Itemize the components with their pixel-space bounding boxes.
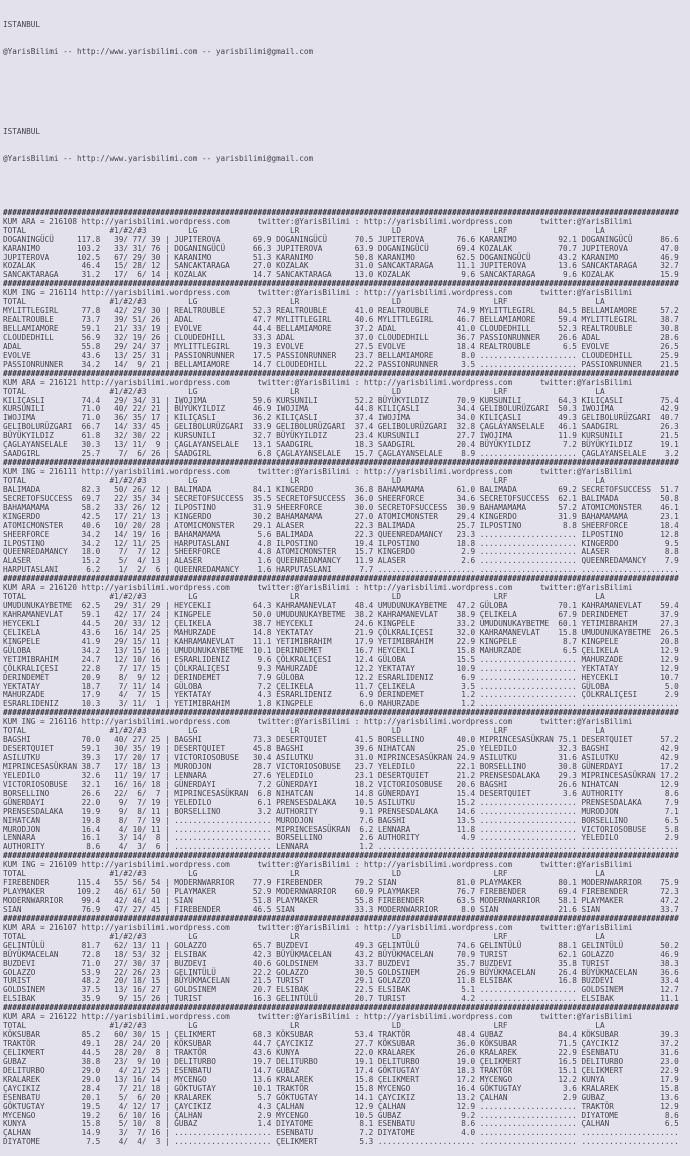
stat-row: BAHAMAMAMA 58.2 33/ 26/ 12 | ILPOSTINO 31.9 SHEERFORCE 30.0 SECRETOFSUCCESS 30.9 BAHAMAMAMA 57.2 ATOMICMONSTER 46.1 [3, 502, 679, 512]
stat-row: YETIMIBRAHIM 24.7 12/ 10/ 16 | ESRARLIDENIZ 9.6 ÇÖLKRALIÇESI 12.4 GÜLOBA 15.5 ..................... MAHURZADE 12.9 [3, 654, 679, 664]
stat-row: BALIMADA 82.3 50/ 26/ 12 | BALIMADA 84.1 KINGERDO 36.8 BAHAMAMAMA 61.0 BALIMADA 69.2 SECRETOFSUCCESS 51.7 [3, 484, 679, 494]
stat-row: ESENBATU 20.1 5/ 6/ 20 | KRALAREK 5.7 GÖKTUGTAY 14.1 ÇAYCIKIZ 13.2 ÇALHAN 2.9 GUBAZ 13.6 [3, 1092, 679, 1102]
stat-row: DERINDEMET 20.9 8/ 9/ 12 | DERINDEMET 7.9 GÜLOBA 12.2 ESRARLIDENIZ 6.9 ..................... HEYCEKLI 10.7 [3, 672, 679, 682]
stat-row: PLAYMAKER 109.2 46/ 61/ 50 | PLAYMAKER 52.9 MODERNWARRIOR 60.9 PLAYMAKER 76.7 FIREBENDER 69.4 FIREBENDER 72.3 [3, 887, 679, 897]
stat-row: AUTHORITY 8.6 4/ 3/ 6 | ..................... LENNARA 1.2 ..................... ..................... ..................... [3, 842, 679, 852]
stat-row: MIPRINCESASÜKRAN 38.7 17/ 18/ 13 | MURODJON 28.7 VICTORIOSOBUSE 23.7 YELEDILO 22.1 BORSELLINO 30.8 GÜNERDAYI 17.2 [3, 761, 679, 771]
stat-row: SANCAKTARAGA 31.2 17/ 6/ 14 | KOZALAK 14.7 SANCAKTARAGA 13.0 KOZALAK 9.6 SANCAKTARAGA 9.6 KOZALAK 15.9 [3, 270, 679, 280]
section-separator: ################################################################################################################################################## [3, 1003, 679, 1013]
blank-line [3, 182, 690, 191]
stat-row: PRENSESDALAKA 19.9 9/ 8/ 11 | BORSELLINO 3.2 AUTHORITY 9.1 PRENSESDALAKA 14.6 ..................... MURODJON 7.1 [3, 806, 679, 816]
stat-row: DIYATOME 7.5 4/ 4/ 3 | ..................... ÇELIKMERT 5.3 ..................... ..................... ..................... [3, 1137, 679, 1147]
stat-row: KINGERDO 42.5 17/ 21/ 13 | KINGERDO 30.2 BAHAMAMAMA 27.0 ATOMICMONSTER 29.4 KINGERDO 31.9 BAHAMAMAMA 23.1 [3, 511, 679, 521]
section-header: KUM ING = 216111 http://yarisbilimi.wordpress.com twitter:@YarisBilimi : http://yarisbilimi.wordpress.com twitter:@YarisBilimi [3, 467, 633, 477]
stat-row: NIHATCAN 19.8 8/ 7/ 19 | ..................... MURODJON 7.6 BAGSHI 13.5 ..................... BORSELLINO 6.5 [3, 815, 679, 825]
stat-row: JUPITEROVA 102.5 67/ 29/ 30 | KARANIMO 51.3 KARANIMO 50.8 KARANIMO 62.5 DOGANINGÜCÜ 43.2 KARANIMO 46.9 [3, 252, 679, 262]
section-header: KUM ARA = 216121 http://yarisbilimi.wordpress.com twitter:@YarisBilimi : http://yarisbilimi.wordpress.com twitter:@YarisBilimi [3, 377, 633, 387]
column-header: TOTAL #1/#2/#3 LG LR LD LRF LA [3, 931, 605, 941]
stat-row: ALASER 15.2 5/ 4/ 13 | ALASER 1.6 QUEENREDAMANCY 11.9 ALASER 2.6 ..................... QUEENREDAMANCY 7.9 [3, 556, 679, 566]
stat-row: ÇELIKELA 43.6 16/ 14/ 25 | MAHURZADE 14.8 YEKTATAY 21.9 ÇÖLKRALIÇESI 32.0 KAHRAMANEVLAT 15.8 UMUDUNUKAYBETME 26.5 [3, 627, 679, 637]
stat-row: GELIBOLURÜZGARI 66.7 14/ 33/ 45 | GELIBOLURÜZGARI 33.9 GELIBOLURÜZGARI 37.4 GELIBOLURÜZGARI 32.8 ÇAGLAYANSELALE 46.1 SAADGIRL 26.3 [3, 422, 679, 432]
section-separator: ################################################################################################################################################## [3, 279, 679, 289]
stat-row: KRALAREK 29.0 13/ 16/ 14 | MYCENGO 13.6 KRALAREK 15.8 ÇELIKMERT 17.2 MYCENGO 12.2 KUNYA 17.9 [3, 1074, 679, 1084]
stat-row: SHEERFORCE 34.2 14/ 19/ 16 | BAHAMAMAMA 5.6 BALIMADA 22.3 QUEENREDAMANCY 23.3 ..................... ILPOSTINO 12.8 [3, 529, 679, 539]
section-header: KUM ARA = 216120 http://yarisbilimi.wordpress.com twitter:@YarisBilimi : http://yarisbilimi.wordpress.com twitter:@YarisBilimi [3, 583, 633, 593]
column-header: TOTAL #1/#2/#3 LG LR LD LRF LA [3, 475, 605, 485]
stat-row: MAHURZADE 17.9 4/ 7/ 15 | YEKTATAY 4.3 ESRARLIDENIZ 6.9 DERINDEMET 1.2 ..................... ÇÖLKRALIÇESI 2.9 [3, 690, 679, 700]
stat-row: REALTROUBLE 73.7 39/ 51/ 26 | ADAL 47.7 MYLITTLEGIRL 40.6 MYLITTLEGIRL 46.7 BELLAMIAMORE 59.4 MYLITTLEGIRL 38.7 [3, 315, 679, 325]
stat-row: ÇALHAN 14.9 3/ 7/ 16 | ..................... ESENBATU 7.2 DIYATOME 4.0 ..................... ..................... [3, 1128, 679, 1138]
section-header: KUM ING = 216114 http://yarisbilimi.wordpress.com twitter:@YarisBilimi : http://yarisbilimi.wordpress.com twitter:@YarisBilimi [3, 288, 633, 298]
stat-row: FIREBENDER 115.4 55/ 56/ 54 | MODERNWARRIOR 77.9 FIREBENDER 79.2 SIAN 81.0 PLAYMAKER 80.1 MODERNWARRIOR 75.9 [3, 878, 679, 888]
stat-row: LENNARA 16.1 3/ 14/ 8 | ..................... BORSELLINO 2.6 AUTHORITY 4.9 ..................... YELEDILO 2.9 [3, 833, 679, 843]
stat-row: BELLAMIAMORE 59.1 21/ 33/ 19 | EVOLVE 44.4 BELLAMIAMORE 37.2 ADAL 41.0 CLOUDEDHILL 52.3 REALTROUBLE 30.8 [3, 324, 679, 334]
stat-row: YEKTATAY 18.7 7/ 11/ 14 | GÜLOBA 7.2 ÇELIKELA 11.7 ÇELIKELA 3.5 ..................... GÜLOBA 5.0 [3, 681, 679, 691]
column-header: TOTAL #1/#2/#3 LG LR LD LRF LA [3, 869, 605, 879]
stat-row: ÇELIKMERT 44.5 28/ 20/ 8 | TRAKTÖR 43.6 KUNYA 22.0 KRALAREK 26.0 KRALAREK 22.9 ESENBATU 31.6 [3, 1047, 679, 1057]
stat-row: SAADGIRL 25.7 7/ 6/ 26 | SAADGIRL 6.8 ÇAGLAYANSELALE 15.7 ÇAGLAYANSELALE 8.9 ..................... ÇAGLAYANSELALE 3.2 [3, 449, 679, 459]
stat-row: KARANIMO 103.2 33/ 31/ 76 | DOGANINGÜCÜ 66.3 JUPITEROVA 63.9 DOGANINGÜCÜ 69.4 KOZALAK 70.7 JUPITEROVA 47.0 [3, 243, 679, 253]
blank-gap [3, 75, 690, 111]
stat-row: DELITURBO 29.0 4/ 21/ 25 | ESENBATU 14.7 GUBAZ 17.4 GÖKTUGTAY 18.3 TRAKTÖR 15.1 ÇELIKMERT 22.9 [3, 1065, 679, 1075]
stat-row: GOLAZZO 53.9 22/ 26/ 23 | GELINTÜLÜ 22.2 GOLAZZO 30.5 GOLDSINEM 26.9 BÜYÜKMACELAN 26.4 BÜYÜKMACELAN 36.6 [3, 967, 679, 977]
stat-row: BÜYÜKMACELAN 72.8 18/ 53/ 32 | ELSIBAK 42.3 BÜYÜKMACELAN 43.2 BÜYÜKMACELAN 70.9 TURIST 62.1 GOLAZZO 46.9 [3, 949, 679, 959]
stat-row: HEYCEKLI 44.5 20/ 33/ 12 | ÇELIKELA 38.7 HEYCEKLI 24.6 KINGPELE 33.2 UMUDUNUKAYBETME 60.1 YETIMIBRAHIM 27.3 [3, 618, 679, 628]
stat-row: KURSUNILI 71.0 40/ 22/ 21 | BÜYÜKYILDIZ 46.9 IWOJIMA 44.8 KILIÇASLI 34.4 GELIBOLURÜZGARI 50.3 IWOJIMA 42.9 [3, 404, 679, 414]
column-header: TOTAL #1/#2/#3 LG LR LD LRF LA [3, 1021, 605, 1031]
stat-row: SECRETOFSUCCESS 69.7 22/ 35/ 34 | SECRETOFSUCCESS 35.5 SECRETOFSUCCESS 36.0 SHEERFORCE 34.6 SECRETOFSUCCESS 62.1 BALIMADA 50.8 [3, 493, 679, 503]
stat-row: IWOJIMA 71.0 36/ 35/ 17 | KILIÇASLI 36.2 KILIÇASLI 37.4 IWOJIMA 34.0 KILIÇASLI 49.3 GELIBOLURÜZGARI 40.7 [3, 413, 679, 423]
stat-row: GUBAZ 38.8 23/ 9/ 10 | DELITURBO 19.7 DELITURBO 19.1 DELITURBO 19.0 ÇELIKMERT 16.5 DELITURBO 23.0 [3, 1056, 679, 1066]
stat-row: ESRARLIDENIZ 10.3 3/ 11/ 1 | YETIMIBRAHIM 1.8 KINGPELE 6.0 MAHURZADE 1.2 ..................... ..................... [3, 699, 679, 709]
section-separator: ################################################################################################################################################## [3, 458, 679, 468]
stat-row: DOGANINGÜCÜ 117.8 39/ 77/ 39 | JUPITEROVA 69.9 DOGANINGÜCÜ 70.5 JUPITEROVA 76.6 KARANIMO 92.1 DOGANINGÜCÜ 86.6 [3, 234, 679, 244]
section-separator: ################################################################################################################################################## [3, 913, 679, 923]
stat-row: KOZALAK 46.4 15/ 28/ 12 | SANCAKTARAGA 27.0 KOZALAK 31.0 SANCAKTARAGA 11.1 JUPITEROVA 13.6 SANCAKTARAGA 32.7 [3, 261, 679, 271]
stat-row: YELEDILO 32.6 11/ 19/ 17 | LENNARA 27.6 YELEDILO 23.1 DESERTQUIET 21.2 PRENSESDALAKA 29.3 MIPRINCESASÜKRAN 17.2 [3, 770, 679, 780]
stat-row: KÖKSUBAR 85.2 60/ 30/ 15 | ÇELIKMERT 68.3 KÖKSUBAR 53.4 TRAKTÖR 48.4 GUBAZ 84.4 KÖKSUBAR 39.3 [3, 1030, 679, 1040]
column-header: TOTAL #1/#2/#3 LG LR LD LRF LA [3, 592, 605, 602]
section-separator: ################################################################################################################################################## [3, 708, 679, 718]
section-separator: ################################################################################################################################################## [3, 851, 679, 861]
stat-row: KINGPELE 41.9 29/ 15/ 11 | KAHRAMANEVLAT 11.1 YETIMIBRAHIM 17.9 YETIMIBRAHIM 22.9 KINGPELE 8.7 KINGPELE 20.8 [3, 636, 679, 646]
column-header: TOTAL #1/#2/#3 LG LR LD LRF LA [3, 726, 605, 736]
stat-row: GÖKTUGTAY 19.5 4/ 12/ 17 | ÇAYCIKIZ 4.3 ÇALHAN 12.9 ÇALHAN 12.9 ..................... TRAKTÖR 12.9 [3, 1101, 679, 1111]
stat-row: GELINTÜLÜ 81.7 62/ 13/ 11 | GOLAZZO 65.7 BUZDEVI 49.3 GELINTÜLÜ 74.6 GELINTÜLÜ 88.1 GELINTÜLÜ 50.2 [3, 940, 679, 950]
stat-row: BORSELLINO 26.6 22/ 6/ 7 | MIPRINCESASÜKRAN 6.8 NIHATCAN 14.8 GÜNERDAYI 15.4 DESERTQUIET 3.6 AUTHORITY 8.6 [3, 788, 679, 798]
stat-row: ADAL 55.8 29/ 24/ 37 | MYLITTLEGIRL 19.3 EVOLVE 27.5 EVOLVE 18.4 REALTROUBLE 6.5 EVOLVE 26.5 [3, 341, 679, 351]
stat-row: PASSIONRUNNER 34.2 14/ 9/ 21 | BELLAMIAMORE 14.7 CLOUDEDHILL 22.2 PASSIONRUNNER 3.5 ..................... PASSIONRUNNER 21.5 [3, 359, 679, 369]
section-separator: ################################################################################################################################################## [3, 574, 679, 584]
section-separator: ################################################################################################################################################## [3, 207, 679, 217]
section-header: KUM ARA = 216108 http://yarisbilimi.wordpress.com twitter:@YarisBilimi : http://yarisbilimi.wordpress.com twitter:@YarisBilimi [3, 216, 633, 226]
stat-row: VICTORIOSOBUSE 32.1 16/ 16/ 18 | GÜNERDAYI 7.2 GÜNERDAYI 18.2 VICTORIOSOBUSE 20.6 BAGSHI 26.6 NIHATCAN 12.9 [3, 779, 679, 789]
section-header: KUM ARA = 216107 http://yarisbilimi.wordpress.com twitter:@YarisBilimi : http://yarisbilimi.wordpress.com twitter:@YarisBilimi [3, 922, 633, 932]
stat-row: QUEENREDAMANCY 18.0 7/ 7/ 12 | SHEERFORCE 4.8 ATOMICMONSTER 15.7 KINGERDO 2.9 ..................... ALASER 8.8 [3, 547, 679, 557]
stat-row: TURIST 48.2 20/ 18/ 15 | BÜYÜKMACELAN 21.5 TURIST 29.1 GOLAZZO 11.8 ELSIBAK 16.8 BUZDEVI 33.4 [3, 976, 679, 986]
stat-row: MODERNWARRIOR 99.4 42/ 46/ 41 | SIAN 51.8 PLAYMAKER 55.8 FIREBENDER 63.5 MODERNWARRIOR 58.1 PLAYMAKER 47.2 [3, 896, 679, 906]
stat-row: ELSIBAK 35.9 9/ 15/ 26 | TURIST 16.3 GELINTÜLÜ 20.7 TURIST 4.2 ..................... ELSIBAK 11.1 [3, 994, 679, 1004]
stat-row: MURODJON 16.4 4/ 10/ 11 | ..................... MIPRINCESASÜKRAN 6.2 LENNARA 11.8 ..................... VICTORIOSOBUSE 5.8 [3, 824, 679, 834]
stat-row: BUZDEVI 71.0 27/ 30/ 37 | BUZDEVI 40.6 GOLDSINEM 33.7 BUZDEVI 35.7 BUZDEVI 35.8 TURIST 38.3 [3, 958, 679, 968]
column-header: TOTAL #1/#2/#3 LG LR LD LRF LA [3, 297, 605, 307]
stat-row: ÇÖLKRALIÇESI 22.8 7/ 17/ 15 | ÇÖLKRALIÇESI 9.3 MAHURZADE 12.2 YEKTATAY 10.9 ..................... YEKTATAY 12.9 [3, 663, 679, 673]
stat-row: GÜLOBA 34.2 13/ 15/ 16 | UMUDUNUKAYBETME 10.1 DERINDEMET 16.7 HEYCEKLI 15.8 MAHURZADE 6.5 ÇELIKELA 12.9 [3, 645, 679, 655]
stat-row: BAGSHI 70.0 40/ 27/ 25 | BAGSHI 73.3 DESERTQUIET 41.5 BORSELLINO 40.0 MIPRINCESASÜKRAN 75.1 DESERTQUIET 57.2 [3, 735, 679, 745]
section-header: KUM ARA = 216122 http://yarisbilimi.wordpress.com twitter:@YarisBilimi : http://yarisbilimi.wordpress.com twitter:@YarisBilimi [3, 1012, 633, 1022]
stat-row: ASILUTKU 39.3 17/ 20/ 17 | VICTORIOSOBUSE 30.4 ASILUTKU 31.0 MIPRINCESASÜKRAN 24.9 ASILUTKU 31.6 ASILUTKU 42.9 [3, 753, 679, 763]
stat-row: ÇAYCIKIZ 28.4 7/ 21/ 18 | GÖKTUGTAY 10.1 TRAKTÖR 15.8 MYCENGO 16.4 GÖKTUGTAY 3.6 KRALAREK 15.8 [3, 1083, 679, 1093]
column-header: TOTAL #1/#2/#3 LG LR LD LRF LA [3, 225, 605, 235]
stat-row: CLOUDEDHILL 56.9 32/ 19/ 26 | CLOUDEDHILL 33.3 ADAL 37.0 CLOUDEDHILL 36.7 PASSIONRUNNER 26.6 ADAL 28.6 [3, 332, 679, 342]
section-header: KUM ING = 216116 http://yarisbilimi.wordpress.com twitter:@YarisBilimi : http://yarisbilimi.wordpress.com twitter:@YarisBilimi [3, 717, 633, 727]
stat-row: SIAN 76.9 47/ 27/ 45 | FIREBENDER 46.5 SIAN 33.3 MODERNWARRIOR 8.0 SIAN 21.6 SIAN 33.7 [3, 904, 679, 914]
column-header: TOTAL #1/#2/#3 LG LR LD LRF LA [3, 386, 605, 396]
stat-row: KILIÇASLI 74.4 29/ 34/ 31 | IWOJIMA 59.6 KURSUNILI 52.2 BÜYÜKYILDIZ 70.9 KURSUNILI 64.3 KILIÇASLI 75.4 [3, 395, 679, 405]
stat-row: GÜNERDAYI 22.0 9/ 7/ 19 | YELEDILO 6.1 PRENSESDALAKA 10.5 ASILUTKU 15.2 ..................... PRENSESDALAKA 7.9 [3, 797, 679, 807]
stat-row: EVOLVE 43.6 13/ 25/ 31 | PASSIONRUNNER 17.5 PASSIONRUNNER 23.7 BELLAMIAMORE 8.0 ..................... CLOUDEDHILL 25.9 [3, 350, 679, 360]
stat-row: KUNYA 15.8 5/ 10/ 8 | GUBAZ 1.4 DIYATOME 8.1 ESENBATU 8.6 ..................... ÇALHAN 6.5 [3, 1119, 679, 1129]
stat-row: KAHRAMANEVLAT 59.1 42/ 17/ 24 | KINGPELE 50.0 UMUDUNUKAYBETME 38.2 KAHRAMANEVLAT 38.9 ÇELIKELA 67.9 DERINDEMET 37.9 [3, 610, 679, 620]
section-header: KUM ING = 216109 http://yarisbilimi.wordpress.com twitter:@YarisBilimi : http://yarisbilimi.wordpress.com twitter:@YarisBilimi [3, 860, 633, 870]
city-line-repeat: ISTANBUL [3, 127, 41, 137]
section-separator: ################################################################################################################################################## [3, 368, 679, 378]
stat-row: ILPOSTINO 34.2 12/ 11/ 25 | HARPUTASLANI 4.8 ILPOSTINO 19.4 ILPOSTINO 18.8 ..................... KINGERDO 9.5 [3, 538, 679, 548]
stat-row: HARPUTASLANI 6.2 1/ 2/ 6 | QUEENREDAMANCY 1.6 HARPUTASLANI 7.7 ..................... ..................... ..................... [3, 565, 679, 575]
stat-row: ATOMICMONSTER 40.6 10/ 20/ 28 | ATOMICMONSTER 29.1 ALASER 22.3 BALIMADA 25.7 ILPOSTINO 8.8 SHEERFORCE 18.4 [3, 520, 679, 530]
stat-row: BÜYÜKYILDIZ 61.8 32/ 30/ 22 | KURSUNILI 32.7 BÜYÜKYILDIZ 23.4 KURSUNILI 27.7 IWOJIMA 11.9 KURSUNILI 21.5 [3, 431, 679, 441]
stat-row: ÇAGLAYANSELALE 30.3 13/ 11/ 9 | ÇAGLAYANSELALE 13.1 SAADGIRL 18.3 SAADGIRL 20.4 BÜYÜKYILDIZ 7.2 BÜYÜKYILDIZ 19.1 [3, 440, 679, 450]
stat-row: TRAKTÖR 49.1 28/ 24/ 20 | KÖKSUBAR 44.7 ÇAYCIKIZ 27.7 KÖKSUBAR 36.0 KÖKSUBAR 71.5 ÇAYCIKIZ 37.2 [3, 1039, 679, 1049]
stat-row: MYCENGO 19.2 6/ 10/ 16 | ÇALHAN 2.9 MYCENGO 10.5 GUBAZ 9.2 ..................... DIYATOME 8.6 [3, 1110, 679, 1120]
stat-row: DESERTQUIET 59.1 30/ 35/ 19 | DESERTQUIET 45.8 BAGSHI 39.6 NIHATCAN 25.0 YELEDILO 32.3 BAGSHI 42.9 [3, 744, 679, 754]
contact-line-top: @YarisBilimi -- http://www.yarisbilimi.com -- yarisbilimi@gmail.com [3, 46, 314, 56]
stat-row: GOLDSINEM 37.5 13/ 16/ 27 | GOLDSINEM 20.7 ELSIBAK 22.5 ELSIBAK 5.1 ..................... GOLDSINEM 12.7 [3, 985, 679, 995]
race-stats-sections [3, 209, 690, 1147]
contact-line-repeat: @YarisBilimi -- http://www.yarisbilimi.com -- yarisbilimi@gmail.com [3, 154, 314, 164]
city-line-top: ISTANBUL [3, 19, 41, 29]
stat-row: UMUDUNUKAYBETME 62.5 29/ 31/ 29 | HEYCEKLI 64.3 KAHRAMANEVLAT 48.4 UMUDUNUKAYBETME 47.2 GÜLOBA 70.1 KAHRAMANEVLAT 59.4 [3, 601, 679, 611]
stat-row: MYLITTLEGIRL 77.8 42/ 29/ 30 | REALTROUBLE 52.3 REALTROUBLE 41.0 REALTROUBLE 74.9 MYLITTLEGIRL 84.5 BELLAMIAMORE 57.2 [3, 306, 679, 316]
